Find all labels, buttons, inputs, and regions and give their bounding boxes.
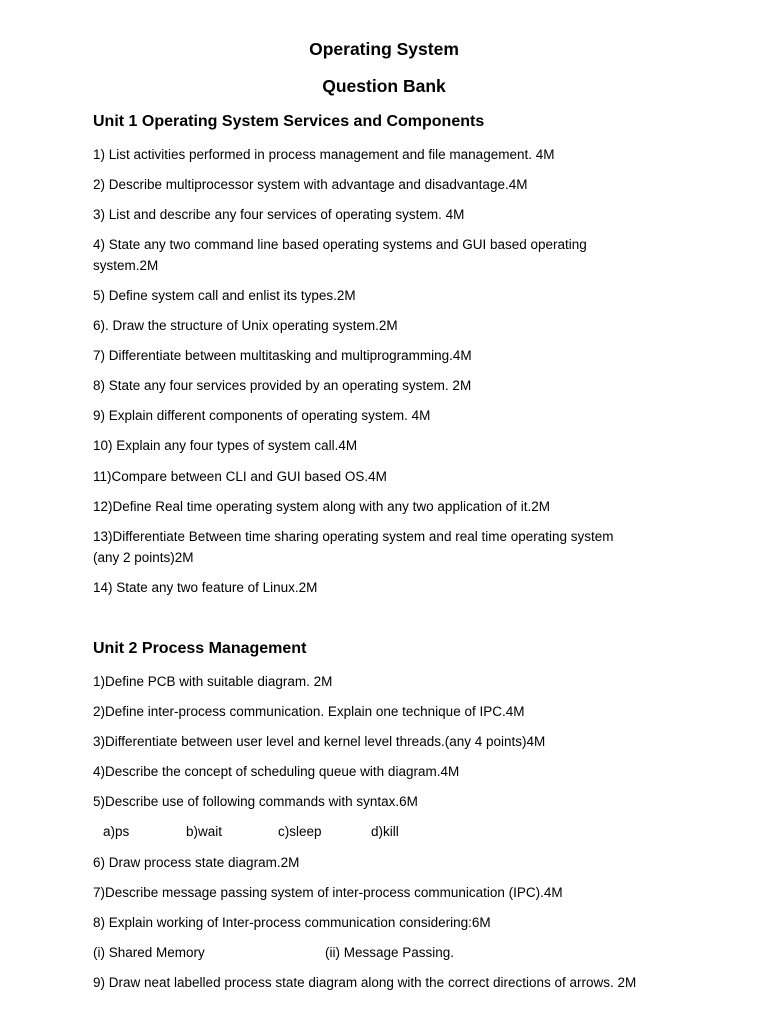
question-line: 12)Define Real time operating system along with any two application of it.2M [93, 499, 550, 514]
question-line: 7) Differentiate between multitasking and multiprogramming.4M [93, 348, 472, 363]
question-line: 5)Describe use of following commands with syntax.6M [93, 794, 418, 809]
ipc-option: (ii) Message Passing. [325, 945, 455, 960]
unit1-heading: Unit 1 Operating System Services and Components [93, 113, 485, 130]
question-line: 11)Compare between CLI and GUI based OS.4M [93, 469, 387, 484]
question-line: 3) List and describe any four services of operating system. 4M [93, 207, 465, 222]
question-line: 5) Define system call and enlist its types.2M [93, 288, 356, 303]
document-title: Operating System [309, 39, 459, 59]
question-line: 9) Explain different components of operating system. 4M [93, 408, 431, 423]
question-line: system.2M [93, 258, 159, 273]
command-option: b)wait [186, 824, 223, 839]
question-line: 14) State any two feature of Linux.2M [93, 580, 318, 595]
unit2-heading: Unit 2 Process Management [93, 640, 307, 657]
question-line: 6). Draw the structure of Unix operating system.2M [93, 318, 398, 333]
question-line: 1) List activities performed in process management and file management. 4M [93, 147, 555, 162]
command-option: d)kill [371, 824, 399, 839]
question-line: 2)Define inter-process communication. Explain one technique of IPC.4M [93, 704, 525, 719]
question-line: 3)Differentiate between user level and kernel level threads.(any 4 points)4M [93, 734, 546, 749]
question-line: 2) Describe multiprocessor system with advantage and disadvantage.4M [93, 177, 528, 192]
question-line: 8) State any four services provided by an operating system. 2M [93, 378, 472, 393]
question-line: 9) Draw neat labelled process state diagram along with the correct directions of arrows. 2M [93, 975, 637, 990]
question-line: 4)Describe the concept of scheduling queue with diagram.4M [93, 764, 460, 779]
document-subtitle: Question Bank [322, 76, 446, 96]
question-line: 13)Differentiate Between time sharing operating system and real time operating system [93, 529, 614, 544]
question-line: 6) Draw process state diagram.2M [93, 855, 300, 870]
question-line: 7)Describe message passing system of inter-process communication (IPC).4M [93, 885, 563, 900]
ipc-option: (i) Shared Memory [93, 945, 205, 960]
command-option: c)sleep [278, 824, 322, 839]
question-line: (any 2 points)2M [93, 550, 194, 565]
question-line: 10) Explain any four types of system call.4M [93, 438, 358, 453]
command-option: a)ps [103, 824, 130, 839]
question-line: 1)Define PCB with suitable diagram. 2M [93, 674, 333, 689]
question-line: 4) State any two command line based operating systems and GUI based operating [93, 237, 587, 252]
question-line: 8) Explain working of Inter-process communication considering:6M [93, 915, 491, 930]
